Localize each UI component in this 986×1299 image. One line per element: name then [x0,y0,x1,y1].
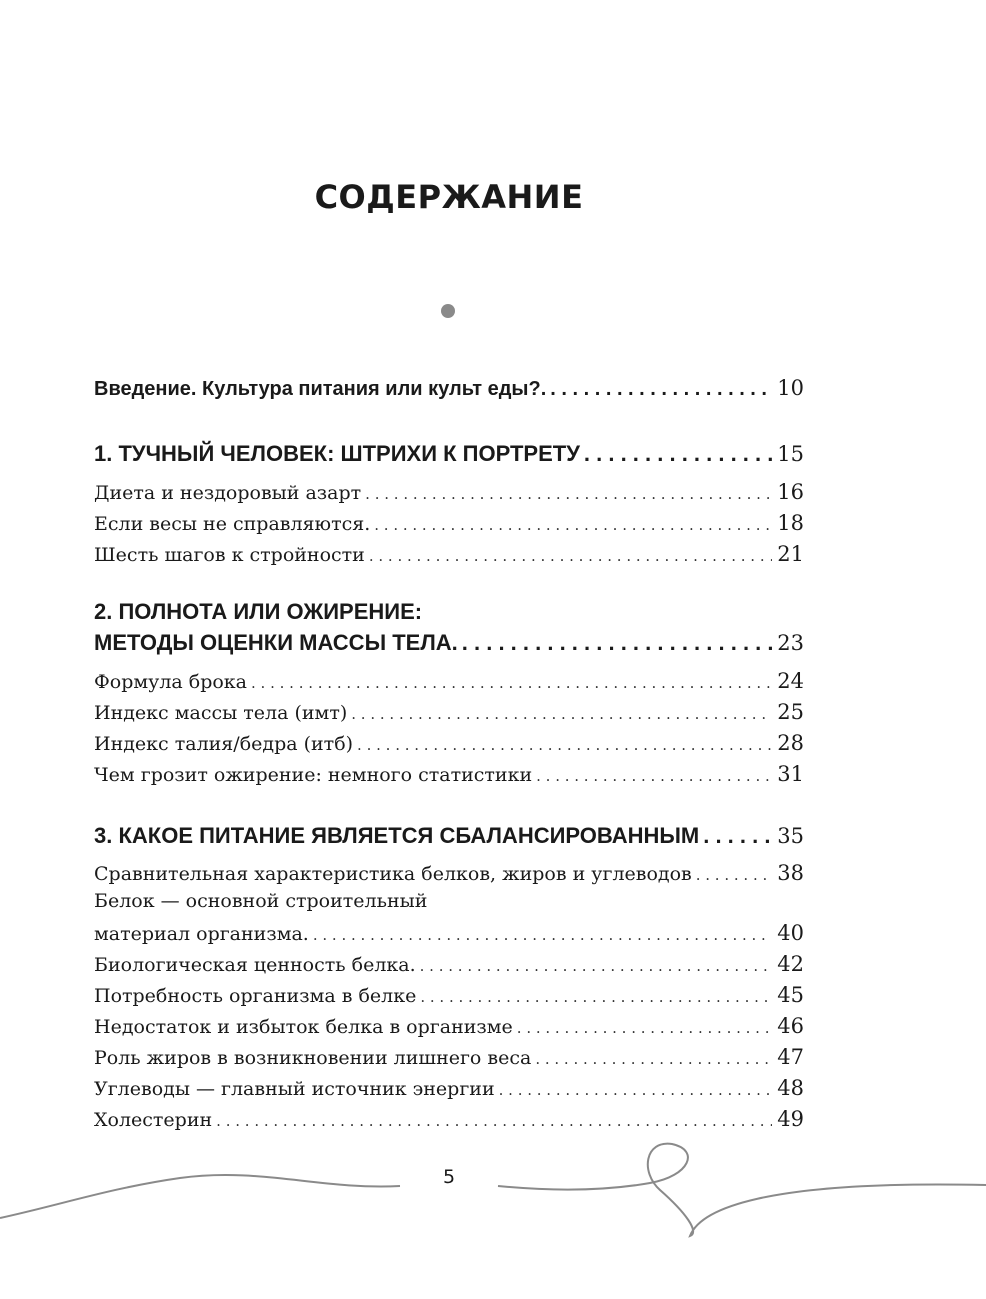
toc-entry-title: Если весы не справляются. [94,513,371,535]
toc-entry[interactable] [94,511,804,535]
wave-ornament [0,1130,986,1240]
toc-page-number: 48 [777,1076,804,1100]
toc-entry-title: Биологическая ценность белка. [94,954,416,976]
dot-leader [584,441,772,467]
toc-entry-title: Шесть шагов к стройности [94,544,365,566]
toc-entry[interactable] [94,731,804,755]
toc-entry-title: Недостаток и избыток белка в организме [94,1016,513,1038]
dot-leader [420,988,772,1006]
toc-entry[interactable] [94,1107,804,1131]
toc-chapter-1[interactable] [94,441,804,467]
wave-right [498,1144,986,1236]
dot-leader [536,767,772,785]
dot-leader [351,705,772,723]
dot-leader [357,736,772,754]
dot-leader [462,630,772,656]
toc-page-number: 15 [777,442,804,466]
toc-entry-title: Потребность организма в белке [94,985,417,1007]
toc-page-number: 42 [777,952,804,976]
page-number: 5 [442,1166,456,1188]
toc-page-number: 46 [777,1014,804,1038]
toc-page-number: 23 [777,631,804,655]
toc-entry[interactable] [94,669,804,693]
toc-entry[interactable] [94,542,804,566]
ornament-dot [441,304,455,318]
toc-page-number: 25 [777,700,804,724]
toc-page-number: 35 [777,824,804,848]
toc-entry[interactable] [94,983,804,1007]
toc-page-number: 38 [777,861,804,885]
toc-entry-title: Чем грозит ожирение: немного статистики [94,764,533,786]
toc-page-number: 10 [777,376,804,400]
dot-leader [313,926,772,944]
toc-page-number: 24 [777,669,804,693]
dot-leader [420,957,772,975]
toc-page-number: 18 [777,511,804,535]
chapter-title: МЕТОДЫ ОЦЕНКИ МАССЫ ТЕЛА. [94,630,458,655]
dot-leader [499,1081,772,1099]
toc-entry-title: Углеводы — главный источник энергии [94,1078,495,1100]
toc-entry-title: Индекс массы тела (имт) [94,702,348,724]
toc-entry[interactable] [94,700,804,724]
chapter-title: 1. ТУЧНЫЙ ЧЕЛОВЕК: ШТРИХИ К ПОРТРЕТУ [94,441,580,466]
toc-entry-title: Холестерин [94,1109,213,1131]
toc-page-number: 21 [777,542,804,566]
toc-page-number: 47 [777,1045,804,1069]
toc-entry-title-line: Белок — основной строительный [94,890,428,912]
toc-entry-title: Формула брока [94,671,248,693]
toc-entry[interactable] [94,1076,804,1100]
chapter-title-line: 2. ПОЛНОТА ИЛИ ОЖИРЕНИЕ: [94,599,423,624]
page-title: СОДЕРЖАНИЕ [314,178,584,216]
toc-page-number: 16 [777,480,804,504]
dot-leader [251,674,772,692]
dot-leader [696,866,772,884]
toc-entry[interactable] [94,1045,804,1069]
toc-entry-title: Введение. Культура питания или культ еды?. [94,378,547,400]
toc-entry[interactable] [94,921,804,945]
toc-entry[interactable] [94,1014,804,1038]
dot-leader [535,1050,772,1068]
toc-page-number: 45 [777,983,804,1007]
toc-entry[interactable] [94,952,804,976]
toc-entry-title: Диета и нездоровый азарт [94,482,362,504]
toc-chapter-2[interactable] [94,630,804,656]
wave-left [0,1175,400,1218]
toc-entry-title: Индекс талия/бедра (итб) [94,733,354,755]
dot-leader [703,823,772,849]
toc-entry-title: Роль жиров в возникновении лишнего веса [94,1047,532,1069]
dot-leader [365,485,772,503]
toc-page-number: 40 [777,921,804,945]
toc-entry[interactable] [94,762,804,786]
dot-leader [517,1019,772,1037]
toc-intro[interactable] [94,376,804,401]
dot-leader [369,547,772,565]
toc-page-number: 28 [777,731,804,755]
toc-entry-title: Сравнительная характеристика белков, жиров и углеводов [94,863,692,885]
toc-page-number: 31 [777,762,804,786]
dot-leader [374,516,772,534]
toc-page-number: 49 [777,1107,804,1131]
toc-entry[interactable] [94,861,804,885]
toc-chapter-3[interactable] [94,823,804,849]
chapter-title: 3. КАКОЕ ПИТАНИЕ ЯВЛЯЕТСЯ СБАЛАНСИРОВАННЫМ [94,823,700,848]
dot-leader [216,1112,772,1130]
dot-leader [550,378,772,401]
toc-entry[interactable] [94,480,804,504]
toc-entry-title: материал организма. [94,923,309,945]
